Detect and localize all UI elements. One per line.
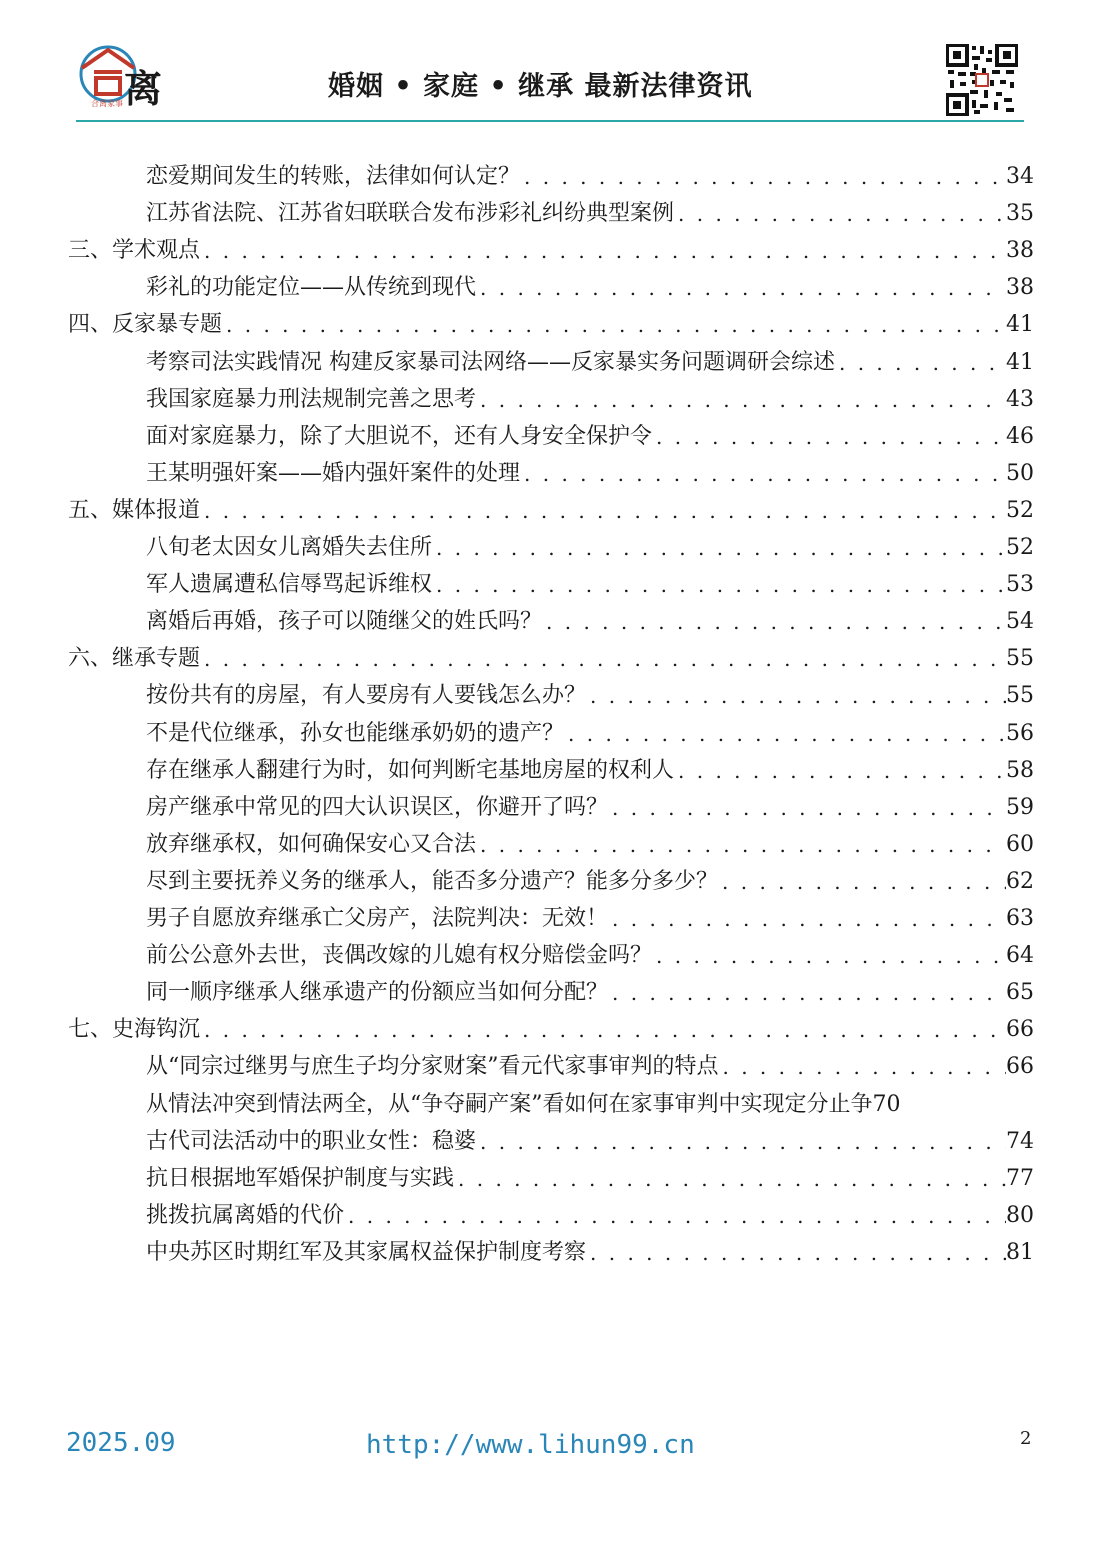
toc-entry-page: 53 <box>1006 572 1034 597</box>
toc-entry[interactable] <box>146 754 1034 788</box>
toc-entry[interactable] <box>146 197 1034 231</box>
toc-leader-dots <box>652 939 1006 973</box>
toc-entry-page: 41 <box>1006 350 1034 375</box>
toc-entry-page: 80 <box>1006 1203 1034 1228</box>
toc-leader-dots <box>520 160 1006 194</box>
toc-entry-title: 从情法冲突到情法两全，从“争夺嗣产案”看如何在家事审判中实现定分止争 <box>146 1092 873 1117</box>
toc-leader-dots <box>200 494 1006 528</box>
toc-entry-page: 41 <box>1006 312 1034 337</box>
toc-section-entry[interactable] <box>68 1013 1034 1047</box>
toc-entry-title: 按份共有的房屋，有人要房有人要钱怎么办？ <box>146 683 587 708</box>
qr-code-icon[interactable] <box>946 44 1018 116</box>
toc-entry-title: 男子自愿放弃继承亡父房产，法院判决：无效！ <box>146 906 609 931</box>
toc-entry-page: 52 <box>1006 535 1034 560</box>
toc-entry-page: 66 <box>1006 1054 1034 1079</box>
toc-entry[interactable] <box>146 1050 1034 1084</box>
toc-entry[interactable] <box>146 1199 1034 1233</box>
toc-entry[interactable] <box>146 717 1034 751</box>
toc-entry-page: 62 <box>1006 869 1034 894</box>
toc-entry[interactable] <box>146 791 1034 825</box>
toc-leader-dots <box>608 791 1006 825</box>
toc-entry-title: 尽到主要抚养义务的继承人，能否多分遗产？能多分多少？ <box>146 869 719 894</box>
toc-entry-page: 38 <box>1006 238 1034 263</box>
toc-leader-dots <box>542 605 1006 639</box>
toc-leader-dots <box>674 754 1006 788</box>
toc-entry-page: 34 <box>1006 164 1034 189</box>
footer-date: 2025.09 <box>66 1428 176 1458</box>
toc-entry[interactable] <box>146 605 1034 639</box>
toc-entry-page: 63 <box>1006 906 1034 931</box>
toc-entry-title: 王某明强奸案——婚内强奸案件的处理 <box>146 461 521 486</box>
toc-leader-dots <box>608 976 1006 1010</box>
toc-section-entry[interactable] <box>68 234 1034 268</box>
toc-entry-page: 50 <box>1006 461 1034 486</box>
toc-leader-dots <box>835 346 1006 380</box>
header-divider <box>76 120 1024 122</box>
toc-entry-page: 38 <box>1006 275 1034 300</box>
toc-section-entry[interactable] <box>68 642 1034 676</box>
toc-entry[interactable] <box>146 828 1034 862</box>
toc-leader-dots <box>222 308 1006 342</box>
toc-entry-title: 三、学术观点 <box>68 238 201 263</box>
toc-leader-dots <box>432 531 1006 565</box>
toc-entry-title: 中央苏区时期红军及其家属权益保护制度考察 <box>146 1240 587 1265</box>
toc-leader-dots <box>344 1199 1006 1233</box>
toc-entry-page: 46 <box>1006 424 1034 449</box>
toc-entry[interactable] <box>146 976 1034 1010</box>
toc-entry[interactable] <box>146 1162 1034 1196</box>
toc-leader-dots <box>586 1236 1006 1270</box>
toc-leader-dots <box>476 383 1006 417</box>
footer-url-link[interactable]: http://www.lihun99.cn <box>366 1430 695 1460</box>
toc-entry-title: 江苏省法院、江苏省妇联联合发布涉彩礼纠纷典型案例 <box>146 201 675 226</box>
toc-entry[interactable] <box>146 346 1034 380</box>
toc-leader-dots <box>586 679 1006 713</box>
toc-entry-page: 66 <box>1006 1017 1034 1042</box>
toc-entry[interactable] <box>146 531 1034 565</box>
toc-entry[interactable] <box>146 902 1034 936</box>
toc-entry-page: 81 <box>1006 1240 1034 1265</box>
page-number: 2 <box>1020 1428 1032 1449</box>
toc-entry-title: 七、史海钩沉 <box>68 1017 201 1042</box>
toc-leader-dots <box>454 1162 1006 1196</box>
toc-leader-dots <box>200 234 1006 268</box>
toc-section-entry[interactable] <box>68 308 1034 342</box>
toc-entry-title: 五、媒体报道 <box>68 498 201 523</box>
toc-entry-title: 考察司法实践情况 构建反家暴司法网络——反家暴实务问题调研会综述 <box>146 350 835 375</box>
toc-entry[interactable] <box>146 939 1034 973</box>
toc-entry-page: 52 <box>1006 498 1034 523</box>
toc-entry-title: 放弃继承权，如何确保安心又合法 <box>146 832 477 857</box>
toc-leader-dots <box>652 420 1006 454</box>
toc-section-entry[interactable] <box>68 494 1034 528</box>
toc-leader-dots <box>432 568 1006 602</box>
toc-entry-title: 古代司法活动中的职业女性：稳婆 <box>146 1129 477 1154</box>
toc-leader-dots <box>564 717 1006 751</box>
toc-entry[interactable] <box>146 420 1034 454</box>
toc-entry-page: 60 <box>1006 832 1034 857</box>
toc-leader-dots <box>476 1125 1006 1159</box>
toc-entry-title: 房产继承中常见的四大认识误区，你避开了吗？ <box>146 795 609 820</box>
toc-leader-dots <box>719 1050 1007 1084</box>
toc-leader-dots <box>674 197 1006 231</box>
logo-caption: 合离家事 <box>91 99 123 108</box>
toc-entry[interactable] <box>146 457 1034 491</box>
toc-entry[interactable] <box>146 271 1034 305</box>
toc-entry-page: 58 <box>1006 758 1034 783</box>
toc-entry-title: 同一顺序继承人继承遗产的份额应当如何分配？ <box>146 980 609 1005</box>
toc-entry-title: 面对家庭暴力，除了大胆说不，还有人身安全保护令 <box>146 424 653 449</box>
toc-entry-title: 从“同宗过继男与庶生子均分家财案”看元代家事审判的特点 <box>146 1054 719 1079</box>
toc-entry[interactable] <box>146 1125 1034 1159</box>
toc-entry[interactable] <box>146 568 1034 602</box>
toc-entry-title: 存在继承人翻建行为时，如何判断宅基地房屋的权利人 <box>146 758 675 783</box>
toc-entry-title: 恋爱期间发生的转账，法律如何认定？ <box>146 164 521 189</box>
toc-entry-page: 35 <box>1006 201 1034 226</box>
toc-entry-page: 59 <box>1006 795 1034 820</box>
svg-text:离: 离 <box>124 66 163 110</box>
toc-entry-page: 55 <box>1006 646 1034 671</box>
toc-entry-title: 不是代位继承，孙女也能继承奶奶的遗产？ <box>146 721 565 746</box>
page-header <box>76 38 1024 122</box>
toc-entry[interactable] <box>146 679 1034 713</box>
toc-entry-page: 56 <box>1006 721 1034 746</box>
toc-leader-dots <box>476 271 1006 305</box>
toc-leader-dots <box>200 1013 1006 1047</box>
toc-entry-page: 43 <box>1006 387 1034 412</box>
toc-entry[interactable] <box>146 383 1034 417</box>
toc-leader-dots <box>200 642 1006 676</box>
page-title: 婚姻 • 家庭 • 继承 最新法律资讯 <box>328 71 753 102</box>
toc-entry-page: 55 <box>1006 683 1034 708</box>
toc-entry-title: 离婚后再婚，孩子可以随继父的姓氏吗？ <box>146 609 543 634</box>
toc-entry-title: 彩礼的功能定位——从传统到现代 <box>146 275 477 300</box>
toc-entry-page: 70 <box>872 1092 901 1117</box>
toc-entry[interactable] <box>146 1236 1034 1270</box>
toc-leader-dots <box>608 902 1006 936</box>
toc-entry-page: 77 <box>1006 1166 1034 1191</box>
toc-entry-title: 抗日根据地军婚保护制度与实践 <box>146 1166 455 1191</box>
toc-entry-title: 军人遗属遭私信辱骂起诉维权 <box>146 572 433 597</box>
toc-leader-dots <box>520 457 1006 491</box>
toc-entry-title: 四、反家暴专题 <box>68 312 223 337</box>
toc-entry-title: 六、继承专题 <box>68 646 201 671</box>
toc-leader-dots <box>476 828 1006 862</box>
toc-entry-page: 54 <box>1006 609 1034 634</box>
toc-entry-title: 前公公意外去世，丧偶改嫁的儿媳有权分赔偿金吗？ <box>146 943 653 968</box>
toc-entry-page: 74 <box>1006 1129 1034 1154</box>
toc-entry[interactable] <box>146 865 1034 899</box>
toc-entry-page: 65 <box>1006 980 1034 1005</box>
toc-entry-page: 64 <box>1006 943 1034 968</box>
toc-entry-title: 挑拨抗属离婚的代价 <box>146 1203 345 1228</box>
toc-entry-title: 八旬老太因女儿离婚失去住所 <box>146 535 433 560</box>
toc-entry[interactable] <box>146 160 1034 194</box>
toc-entry-title: 我国家庭暴力刑法规制完善之思考 <box>146 387 477 412</box>
toc-leader-dots <box>718 865 1006 899</box>
toc-entry[interactable] <box>146 1088 901 1122</box>
